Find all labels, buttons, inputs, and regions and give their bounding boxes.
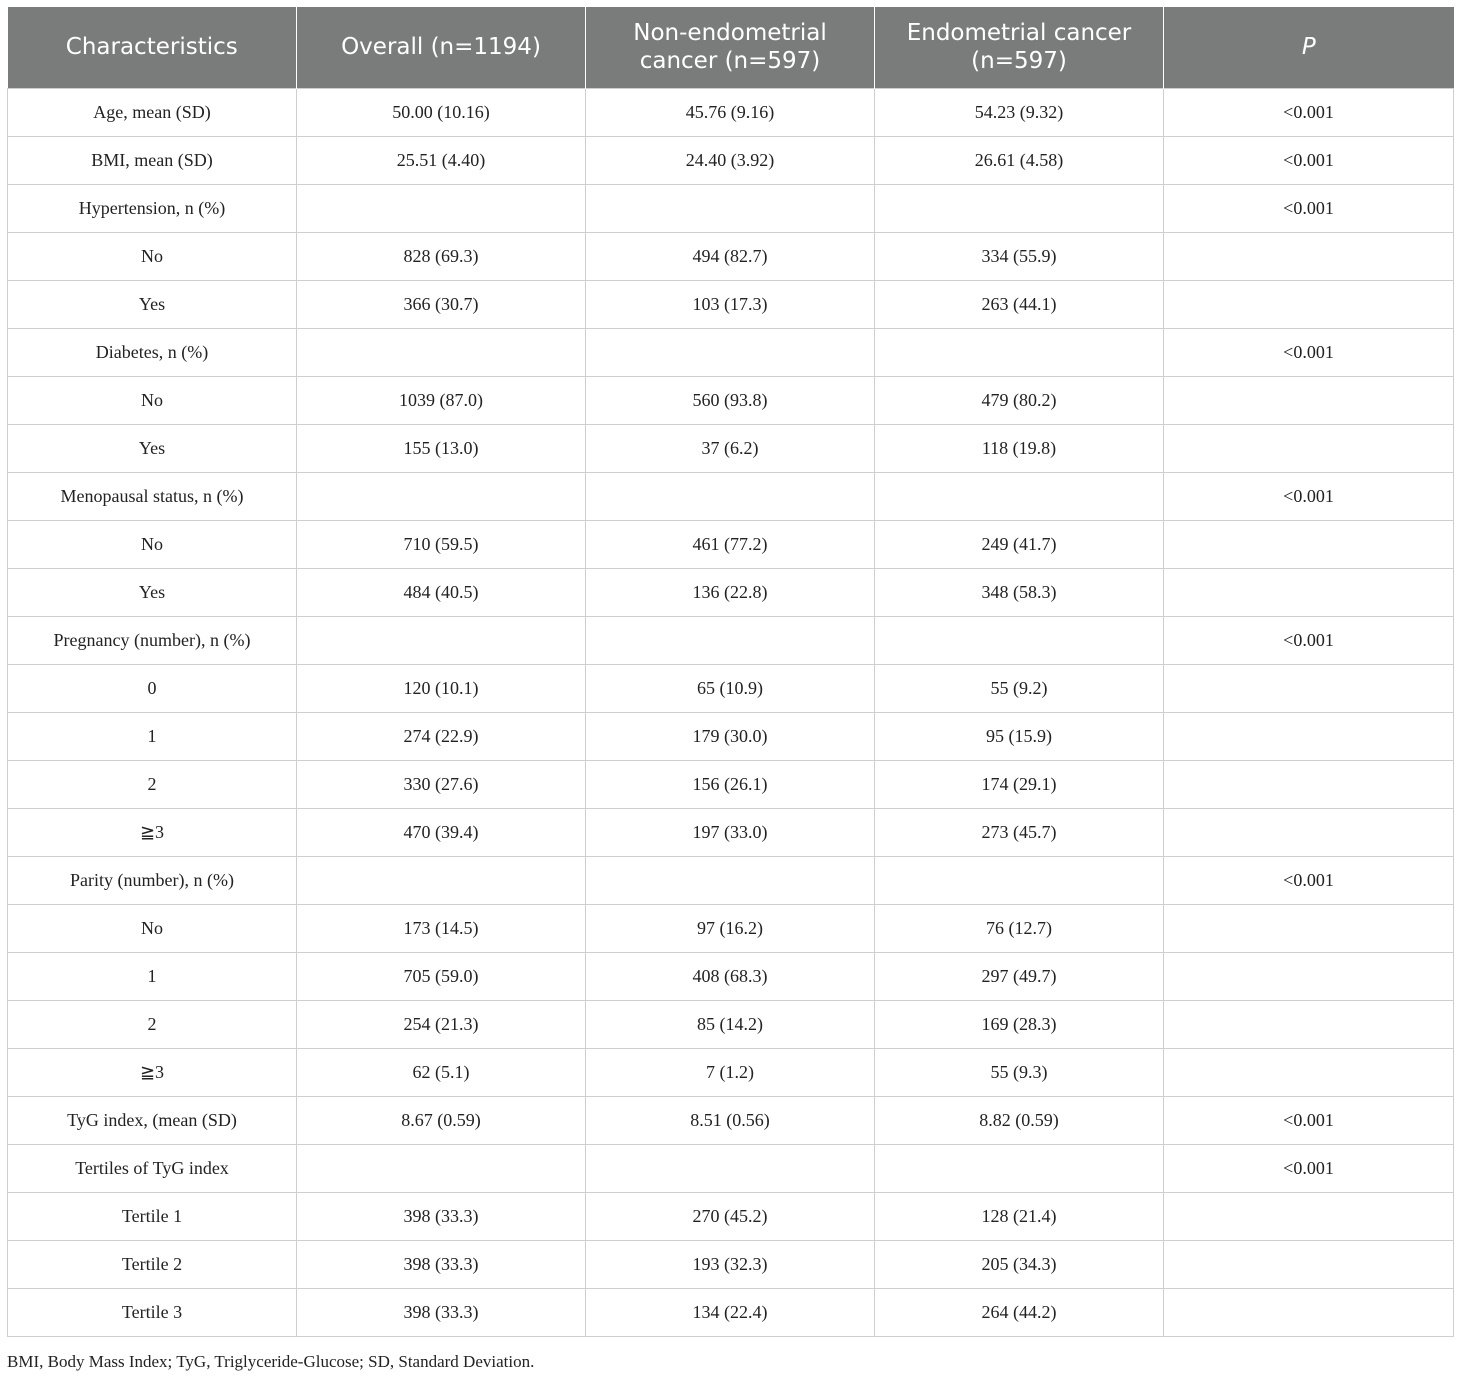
cell-characteristic: Diabetes, n (%)	[8, 328, 297, 376]
table-row	[8, 280, 1454, 328]
table-row	[8, 952, 1454, 1000]
cell-characteristic: 2	[8, 1000, 297, 1048]
cell-p-value	[1164, 232, 1454, 280]
cell-overall: 155 (13.0)	[297, 424, 586, 472]
cell-non-endometrial: 197 (33.0)	[586, 808, 875, 856]
cell-endometrial: 169 (28.3)	[875, 1000, 1164, 1048]
cell-characteristic: 2	[8, 760, 297, 808]
cell-characteristic: Menopausal status, n (%)	[8, 472, 297, 520]
cell-non-endometrial: 193 (32.3)	[586, 1240, 875, 1288]
cell-p-value	[1164, 1192, 1454, 1240]
table-header	[8, 7, 1454, 88]
cell-non-endometrial: 134 (22.4)	[586, 1288, 875, 1336]
cell-characteristic: ≧3	[8, 1048, 297, 1096]
table-row	[8, 1144, 1454, 1192]
cell-characteristic: Tertile 1	[8, 1192, 297, 1240]
cell-characteristic: Yes	[8, 280, 297, 328]
cell-characteristic: No	[8, 376, 297, 424]
table-row	[8, 520, 1454, 568]
table-body	[8, 88, 1454, 1336]
cell-overall: 470 (39.4)	[297, 808, 586, 856]
cell-overall: 398 (33.3)	[297, 1288, 586, 1336]
cell-characteristic: BMI, mean (SD)	[8, 136, 297, 184]
cell-characteristic: No	[8, 520, 297, 568]
cell-endometrial: 479 (80.2)	[875, 376, 1164, 424]
cell-overall: 366 (30.7)	[297, 280, 586, 328]
cell-p-value	[1164, 568, 1454, 616]
cell-overall: 705 (59.0)	[297, 952, 586, 1000]
cell-p-value	[1164, 760, 1454, 808]
cell-overall: 254 (21.3)	[297, 1000, 586, 1048]
cell-characteristic: Tertile 3	[8, 1288, 297, 1336]
cell-endometrial: 205 (34.3)	[875, 1240, 1164, 1288]
table-footnote: BMI, Body Mass Index; TyG, Triglyceride-Glucose; SD, Standard Deviation.	[7, 1352, 535, 1371]
cell-characteristic: ≧3	[8, 808, 297, 856]
cell-overall: 50.00 (10.16)	[297, 88, 586, 136]
cell-p-value: <0.001	[1164, 856, 1454, 904]
cell-non-endometrial: 494 (82.7)	[586, 232, 875, 280]
cell-non-endometrial: 103 (17.3)	[586, 280, 875, 328]
cell-overall: 330 (27.6)	[297, 760, 586, 808]
cell-endometrial: 8.82 (0.59)	[875, 1096, 1164, 1144]
cell-non-endometrial	[586, 184, 875, 232]
cell-p-value	[1164, 280, 1454, 328]
cell-non-endometrial: 97 (16.2)	[586, 904, 875, 952]
cell-endometrial	[875, 328, 1164, 376]
cell-non-endometrial: 156 (26.1)	[586, 760, 875, 808]
cell-p-value: <0.001	[1164, 328, 1454, 376]
table-row	[8, 568, 1454, 616]
cell-characteristic: 0	[8, 664, 297, 712]
table-row	[8, 808, 1454, 856]
characteristics-table	[7, 7, 1454, 1337]
table-row	[8, 1000, 1454, 1048]
cell-non-endometrial: 85 (14.2)	[586, 1000, 875, 1048]
cell-overall: 1039 (87.0)	[297, 376, 586, 424]
characteristics-table-container	[7, 7, 1453, 1337]
cell-p-value	[1164, 664, 1454, 712]
cell-endometrial: 249 (41.7)	[875, 520, 1164, 568]
cell-p-value	[1164, 376, 1454, 424]
cell-characteristic: No	[8, 232, 297, 280]
table-row	[8, 232, 1454, 280]
cell-characteristic: TyG index, (mean (SD)	[8, 1096, 297, 1144]
cell-non-endometrial	[586, 1144, 875, 1192]
cell-p-value: <0.001	[1164, 136, 1454, 184]
cell-characteristic: Yes	[8, 424, 297, 472]
cell-characteristic: 1	[8, 712, 297, 760]
cell-characteristic: Yes	[8, 568, 297, 616]
header-p-value: P	[1164, 7, 1454, 88]
cell-p-value	[1164, 1240, 1454, 1288]
cell-overall: 398 (33.3)	[297, 1192, 586, 1240]
table-row	[8, 760, 1454, 808]
table-row	[8, 664, 1454, 712]
cell-characteristic: 1	[8, 952, 297, 1000]
cell-endometrial: 95 (15.9)	[875, 712, 1164, 760]
cell-endometrial: 76 (12.7)	[875, 904, 1164, 952]
cell-p-value	[1164, 424, 1454, 472]
cell-endometrial: 348 (58.3)	[875, 568, 1164, 616]
cell-endometrial	[875, 616, 1164, 664]
cell-endometrial	[875, 184, 1164, 232]
cell-overall: 398 (33.3)	[297, 1240, 586, 1288]
cell-endometrial: 55 (9.3)	[875, 1048, 1164, 1096]
cell-endometrial: 118 (19.8)	[875, 424, 1164, 472]
cell-endometrial: 263 (44.1)	[875, 280, 1164, 328]
cell-p-value: <0.001	[1164, 184, 1454, 232]
cell-p-value	[1164, 1288, 1454, 1336]
table-row	[8, 856, 1454, 904]
cell-overall	[297, 472, 586, 520]
table-row	[8, 376, 1454, 424]
cell-endometrial	[875, 1144, 1164, 1192]
cell-overall	[297, 616, 586, 664]
cell-endometrial	[875, 472, 1164, 520]
cell-overall: 484 (40.5)	[297, 568, 586, 616]
cell-non-endometrial: 461 (77.2)	[586, 520, 875, 568]
header-non-endometrial: Non-endometrial cancer (n=597)	[586, 7, 875, 88]
cell-non-endometrial: 136 (22.8)	[586, 568, 875, 616]
table-row	[8, 1096, 1454, 1144]
cell-p-value	[1164, 712, 1454, 760]
cell-overall: 828 (69.3)	[297, 232, 586, 280]
header-row	[8, 7, 1454, 88]
cell-endometrial: 26.61 (4.58)	[875, 136, 1164, 184]
cell-overall	[297, 328, 586, 376]
cell-non-endometrial: 8.51 (0.56)	[586, 1096, 875, 1144]
cell-characteristic: Parity (number), n (%)	[8, 856, 297, 904]
table-row	[8, 328, 1454, 376]
cell-non-endometrial	[586, 472, 875, 520]
table-row	[8, 472, 1454, 520]
cell-endometrial: 334 (55.9)	[875, 232, 1164, 280]
table-row	[8, 424, 1454, 472]
cell-p-value	[1164, 520, 1454, 568]
cell-endometrial: 54.23 (9.32)	[875, 88, 1164, 136]
cell-non-endometrial: 7 (1.2)	[586, 1048, 875, 1096]
cell-overall: 173 (14.5)	[297, 904, 586, 952]
cell-overall	[297, 856, 586, 904]
cell-characteristic: No	[8, 904, 297, 952]
cell-p-value	[1164, 1048, 1454, 1096]
cell-endometrial: 297 (49.7)	[875, 952, 1164, 1000]
header-characteristics: Characteristics	[8, 7, 297, 88]
table-row	[8, 712, 1454, 760]
table-row	[8, 184, 1454, 232]
table-row	[8, 1048, 1454, 1096]
table-row	[8, 616, 1454, 664]
cell-non-endometrial: 45.76 (9.16)	[586, 88, 875, 136]
cell-overall: 8.67 (0.59)	[297, 1096, 586, 1144]
cell-overall: 710 (59.5)	[297, 520, 586, 568]
cell-endometrial: 128 (21.4)	[875, 1192, 1164, 1240]
cell-non-endometrial: 179 (30.0)	[586, 712, 875, 760]
cell-p-value: <0.001	[1164, 1096, 1454, 1144]
cell-non-endometrial	[586, 328, 875, 376]
table-row	[8, 904, 1454, 952]
cell-characteristic: Hypertension, n (%)	[8, 184, 297, 232]
cell-p-value: <0.001	[1164, 472, 1454, 520]
cell-non-endometrial: 560 (93.8)	[586, 376, 875, 424]
table-row	[8, 136, 1454, 184]
cell-non-endometrial: 408 (68.3)	[586, 952, 875, 1000]
cell-characteristic: Pregnancy (number), n (%)	[8, 616, 297, 664]
cell-p-value	[1164, 808, 1454, 856]
cell-p-value	[1164, 904, 1454, 952]
cell-characteristic: Age, mean (SD)	[8, 88, 297, 136]
cell-p-value: <0.001	[1164, 1144, 1454, 1192]
cell-endometrial: 273 (45.7)	[875, 808, 1164, 856]
cell-endometrial: 55 (9.2)	[875, 664, 1164, 712]
cell-p-value	[1164, 952, 1454, 1000]
header-overall: Overall (n=1194)	[297, 7, 586, 88]
cell-p-value	[1164, 1000, 1454, 1048]
cell-non-endometrial: 270 (45.2)	[586, 1192, 875, 1240]
cell-non-endometrial: 65 (10.9)	[586, 664, 875, 712]
cell-characteristic: Tertiles of TyG index	[8, 1144, 297, 1192]
cell-p-value: <0.001	[1164, 616, 1454, 664]
cell-overall: 120 (10.1)	[297, 664, 586, 712]
header-endometrial: Endometrial cancer (n=597)	[875, 7, 1164, 88]
cell-overall: 274 (22.9)	[297, 712, 586, 760]
cell-endometrial: 264 (44.2)	[875, 1288, 1164, 1336]
cell-non-endometrial: 37 (6.2)	[586, 424, 875, 472]
cell-p-value: <0.001	[1164, 88, 1454, 136]
cell-endometrial	[875, 856, 1164, 904]
cell-overall: 25.51 (4.40)	[297, 136, 586, 184]
cell-endometrial: 174 (29.1)	[875, 760, 1164, 808]
table-row	[8, 1288, 1454, 1336]
table-row	[8, 1240, 1454, 1288]
table-row	[8, 88, 1454, 136]
cell-non-endometrial: 24.40 (3.92)	[586, 136, 875, 184]
cell-non-endometrial	[586, 616, 875, 664]
cell-overall: 62 (5.1)	[297, 1048, 586, 1096]
table-row	[8, 1192, 1454, 1240]
cell-characteristic: Tertile 2	[8, 1240, 297, 1288]
cell-overall	[297, 184, 586, 232]
cell-non-endometrial	[586, 856, 875, 904]
cell-overall	[297, 1144, 586, 1192]
